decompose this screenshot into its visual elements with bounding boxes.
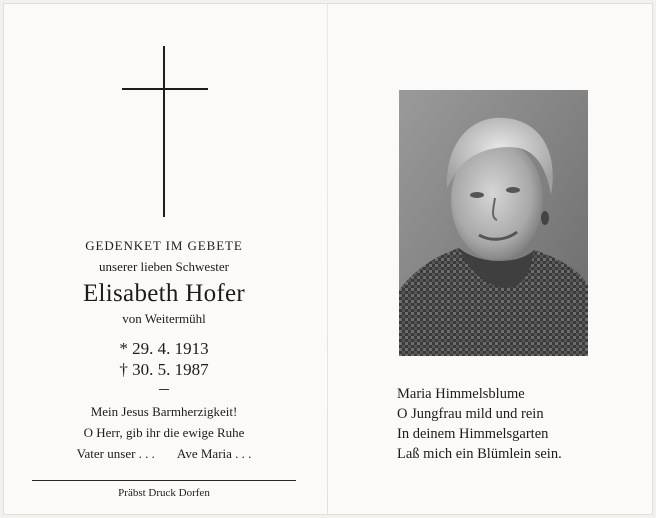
divider-dash bbox=[159, 389, 169, 390]
verse-line-3: In deinem Himmelsgarten bbox=[397, 426, 549, 442]
prayer-line-2: O Herr, gib ihr die ewige Ruhe bbox=[83, 425, 245, 440]
prayer-ave-maria: Ave Maria . . . bbox=[176, 446, 252, 461]
portrait-photo bbox=[399, 90, 588, 356]
prayer-line-3 bbox=[30, 446, 298, 462]
prayer-vater-unser: Vater unser . . . bbox=[76, 446, 155, 461]
birth-date: * 29. 4. 1913 bbox=[119, 339, 209, 358]
card-fold bbox=[327, 3, 328, 515]
origin-line: von Weitermühl bbox=[122, 311, 206, 326]
deceased-name: Elisabeth Hofer bbox=[82, 280, 246, 307]
prayer-line-1: Mein Jesus Barmherzigkeit! bbox=[90, 404, 238, 419]
verse-line-4: Laß mich ein Blümlein sein. bbox=[397, 446, 562, 462]
death-date: † 30. 5. 1987 bbox=[119, 360, 209, 379]
verse-line-1: Maria Himmelsblume bbox=[397, 386, 525, 402]
portrait-image bbox=[399, 90, 588, 356]
printer-credit: Präbst Druck Dorfen bbox=[118, 487, 210, 499]
gedenket-heading: GEDENKET IM GEBETE bbox=[85, 238, 243, 253]
relation-line: unserer lieben Schwester bbox=[99, 259, 229, 274]
verse-line-2: O Jungfrau mild und rein bbox=[397, 406, 544, 422]
footer-rule bbox=[32, 480, 296, 481]
